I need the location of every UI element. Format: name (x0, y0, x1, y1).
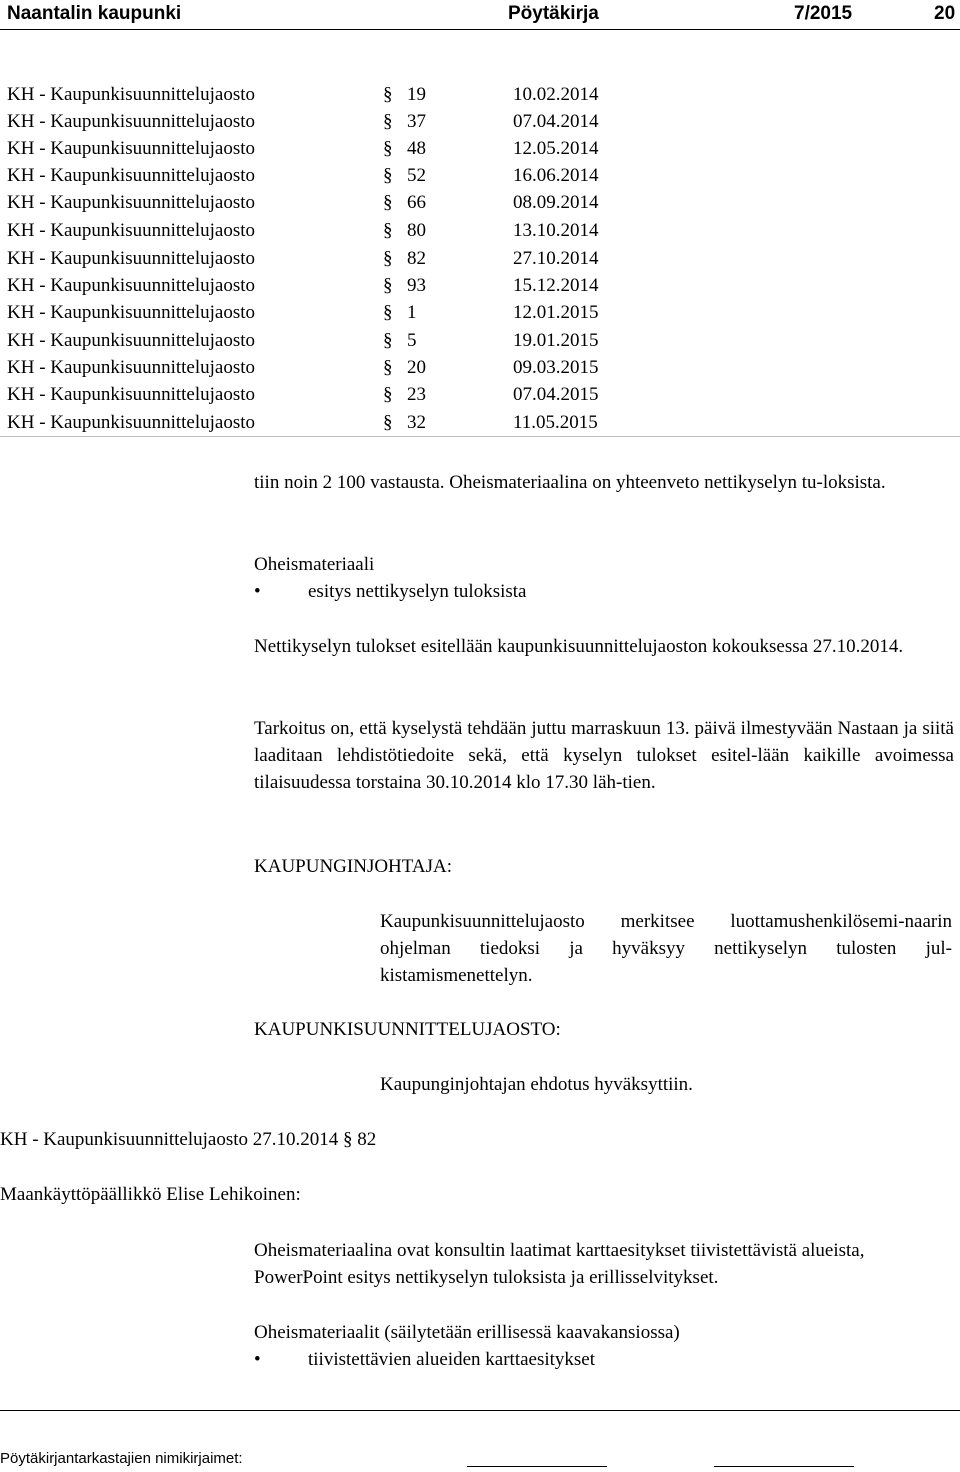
section-sign: § (383, 248, 393, 269)
committee-decision: Kaupunginjohtajan ehdotus hyväksyttiin. (380, 1074, 693, 1095)
history-row (7, 189, 627, 216)
history-row (7, 299, 627, 326)
history-date: 19.01.2015 (513, 330, 599, 351)
paragraph-attachments: Oheismateriaalina ovat konsultin laatimat karttaesitykset tiivistettävistä alueista, PowerPoint esitys nettikyselyn tuloksista ja erillisselvitykset. (254, 1240, 865, 1288)
attachment-heading: Oheismateriaali (254, 554, 375, 575)
section-sign: § (383, 111, 393, 132)
section-sign: § (383, 275, 393, 296)
history-body: KH - Kaupunkisuunnittelujaosto (7, 357, 256, 378)
section-sign: § (383, 357, 393, 378)
history-date: 11.05.2015 (513, 412, 598, 433)
history-body: KH - Kaupunkisuunnittelujaosto (7, 302, 256, 323)
meeting-title: KH - Kaupunkisuunnittelujaosto 27.10.2014 § 82 (0, 1129, 377, 1150)
history-row (7, 162, 627, 189)
history-date: 12.05.2014 (513, 138, 599, 159)
history-body: KH - Kaupunkisuunnittelujaosto (7, 220, 256, 241)
history-date: 07.04.2015 (513, 384, 599, 405)
manager-label: KAUPUNGINJOHTAJA: (254, 856, 452, 877)
history-number: 66 (407, 192, 426, 213)
attachment-item-label: esitys nettikyselyn tuloksista (308, 581, 527, 602)
section-sign: § (383, 138, 393, 159)
history-row (7, 272, 627, 299)
history-row (7, 354, 627, 381)
history-body: KH - Kaupunkisuunnittelujaosto (7, 138, 256, 159)
history-number: 5 (407, 330, 417, 351)
footer-divider (0, 1410, 960, 1411)
paragraph-results: tiin noin 2 100 vastausta. Oheismateriaalina on yhteenveto nettikyselyn tu-loksista. (254, 472, 886, 493)
history-row (7, 381, 627, 408)
history-date: 08.09.2014 (513, 192, 599, 213)
history-number: 48 (407, 138, 426, 159)
signature-line-2 (714, 1466, 854, 1467)
history-number: 20 (407, 357, 426, 378)
section-sign: § (383, 384, 393, 405)
page-number: 20 (934, 3, 956, 24)
committee-label: KAUPUNKISUUNNITTELUJAOSTO: (254, 1019, 561, 1040)
history-number: 19 (407, 84, 426, 105)
history-date: 12.01.2015 (513, 302, 599, 323)
document-type: Pöytäkirja (508, 3, 599, 24)
history-body: KH - Kaupunkisuunnittelujaosto (7, 165, 256, 186)
history-body: KH - Kaupunkisuunnittelujaosto (7, 248, 256, 269)
section-sign: § (383, 84, 393, 105)
history-body: KH - Kaupunkisuunnittelujaosto (7, 412, 256, 433)
history-body: KH - Kaupunkisuunnittelujaosto (7, 111, 256, 132)
section-sign: § (383, 220, 393, 241)
history-row (7, 245, 627, 272)
signature-line-1 (467, 1466, 607, 1467)
history-row (7, 108, 627, 135)
meeting-attachment-heading: Oheismateriaalit (säilytetään erillisessä kaavakansiossa) (254, 1322, 680, 1343)
history-row (7, 217, 627, 244)
meeting-attachment-item-label: tiivistettävien alueiden karttaesitykset (308, 1349, 596, 1370)
bullet-icon: • (254, 1349, 261, 1370)
document-number: 7/2015 (794, 3, 853, 24)
preparer-label: Maankäyttöpäällikkö Elise Lehikoinen: (0, 1184, 301, 1205)
bullet-icon: • (254, 581, 261, 602)
history-number: 82 (407, 248, 426, 269)
history-body: KH - Kaupunkisuunnittelujaosto (7, 384, 256, 405)
history-body: KH - Kaupunkisuunnittelujaosto (7, 275, 256, 296)
history-date: 13.10.2014 (513, 220, 599, 241)
history-row (7, 81, 627, 108)
history-date: 15.12.2014 (513, 275, 599, 296)
history-number: 37 (407, 111, 426, 132)
history-row (7, 135, 627, 162)
history-body: KH - Kaupunkisuunnittelujaosto (7, 84, 256, 105)
history-divider (0, 436, 960, 437)
paragraph-presentation: Nettikyselyn tulokset esitellään kaupunkisuunnittelujaoston kokouksessa 27.10.2014. (254, 636, 904, 657)
section-sign: § (383, 165, 393, 186)
history-row (7, 327, 627, 354)
history-date: 09.03.2015 (513, 357, 599, 378)
city-name: Naantalin kaupunki (7, 3, 182, 24)
section-sign: § (383, 330, 393, 351)
history-number: 52 (407, 165, 426, 186)
history-number: 32 (407, 412, 426, 433)
header-divider (0, 29, 960, 30)
history-date: 27.10.2014 (513, 248, 599, 269)
section-sign: § (383, 412, 393, 433)
history-number: 23 (407, 384, 426, 405)
history-row (7, 409, 627, 436)
manager-proposal: Kaupunkisuunnittelujaosto merkitsee luottamushenkilösemi-naarin ohjelman tiedoksi ja hyväksyy nettikyselyn tulosten jul-kistamismenettelyn. (380, 911, 952, 986)
history-body: KH - Kaupunkisuunnittelujaosto (7, 192, 256, 213)
history-date: 07.04.2014 (513, 111, 599, 132)
footer-label: Pöytäkirjantarkastajien nimikirjaimet: (0, 1450, 243, 1467)
history-number: 93 (407, 275, 426, 296)
history-date: 10.02.2014 (513, 84, 599, 105)
paragraph-purpose: Tarkoitus on, että kyselystä tehdään juttu marraskuun 13. päivä ilmestyvään Nastaan ja siitä laaditaan lehdistötiedoite sekä, että kyselyn tulokset esitel-lään kaikille avoimessa tilaisuudessa torstaina 30.10.2014 klo 17.30 läh-tien. (254, 718, 954, 793)
section-sign: § (383, 302, 393, 323)
history-number: 1 (407, 302, 417, 323)
section-sign: § (383, 192, 393, 213)
history-body: KH - Kaupunkisuunnittelujaosto (7, 330, 256, 351)
history-number: 80 (407, 220, 426, 241)
page-header (0, 0, 960, 27)
history-date: 16.06.2014 (513, 165, 599, 186)
